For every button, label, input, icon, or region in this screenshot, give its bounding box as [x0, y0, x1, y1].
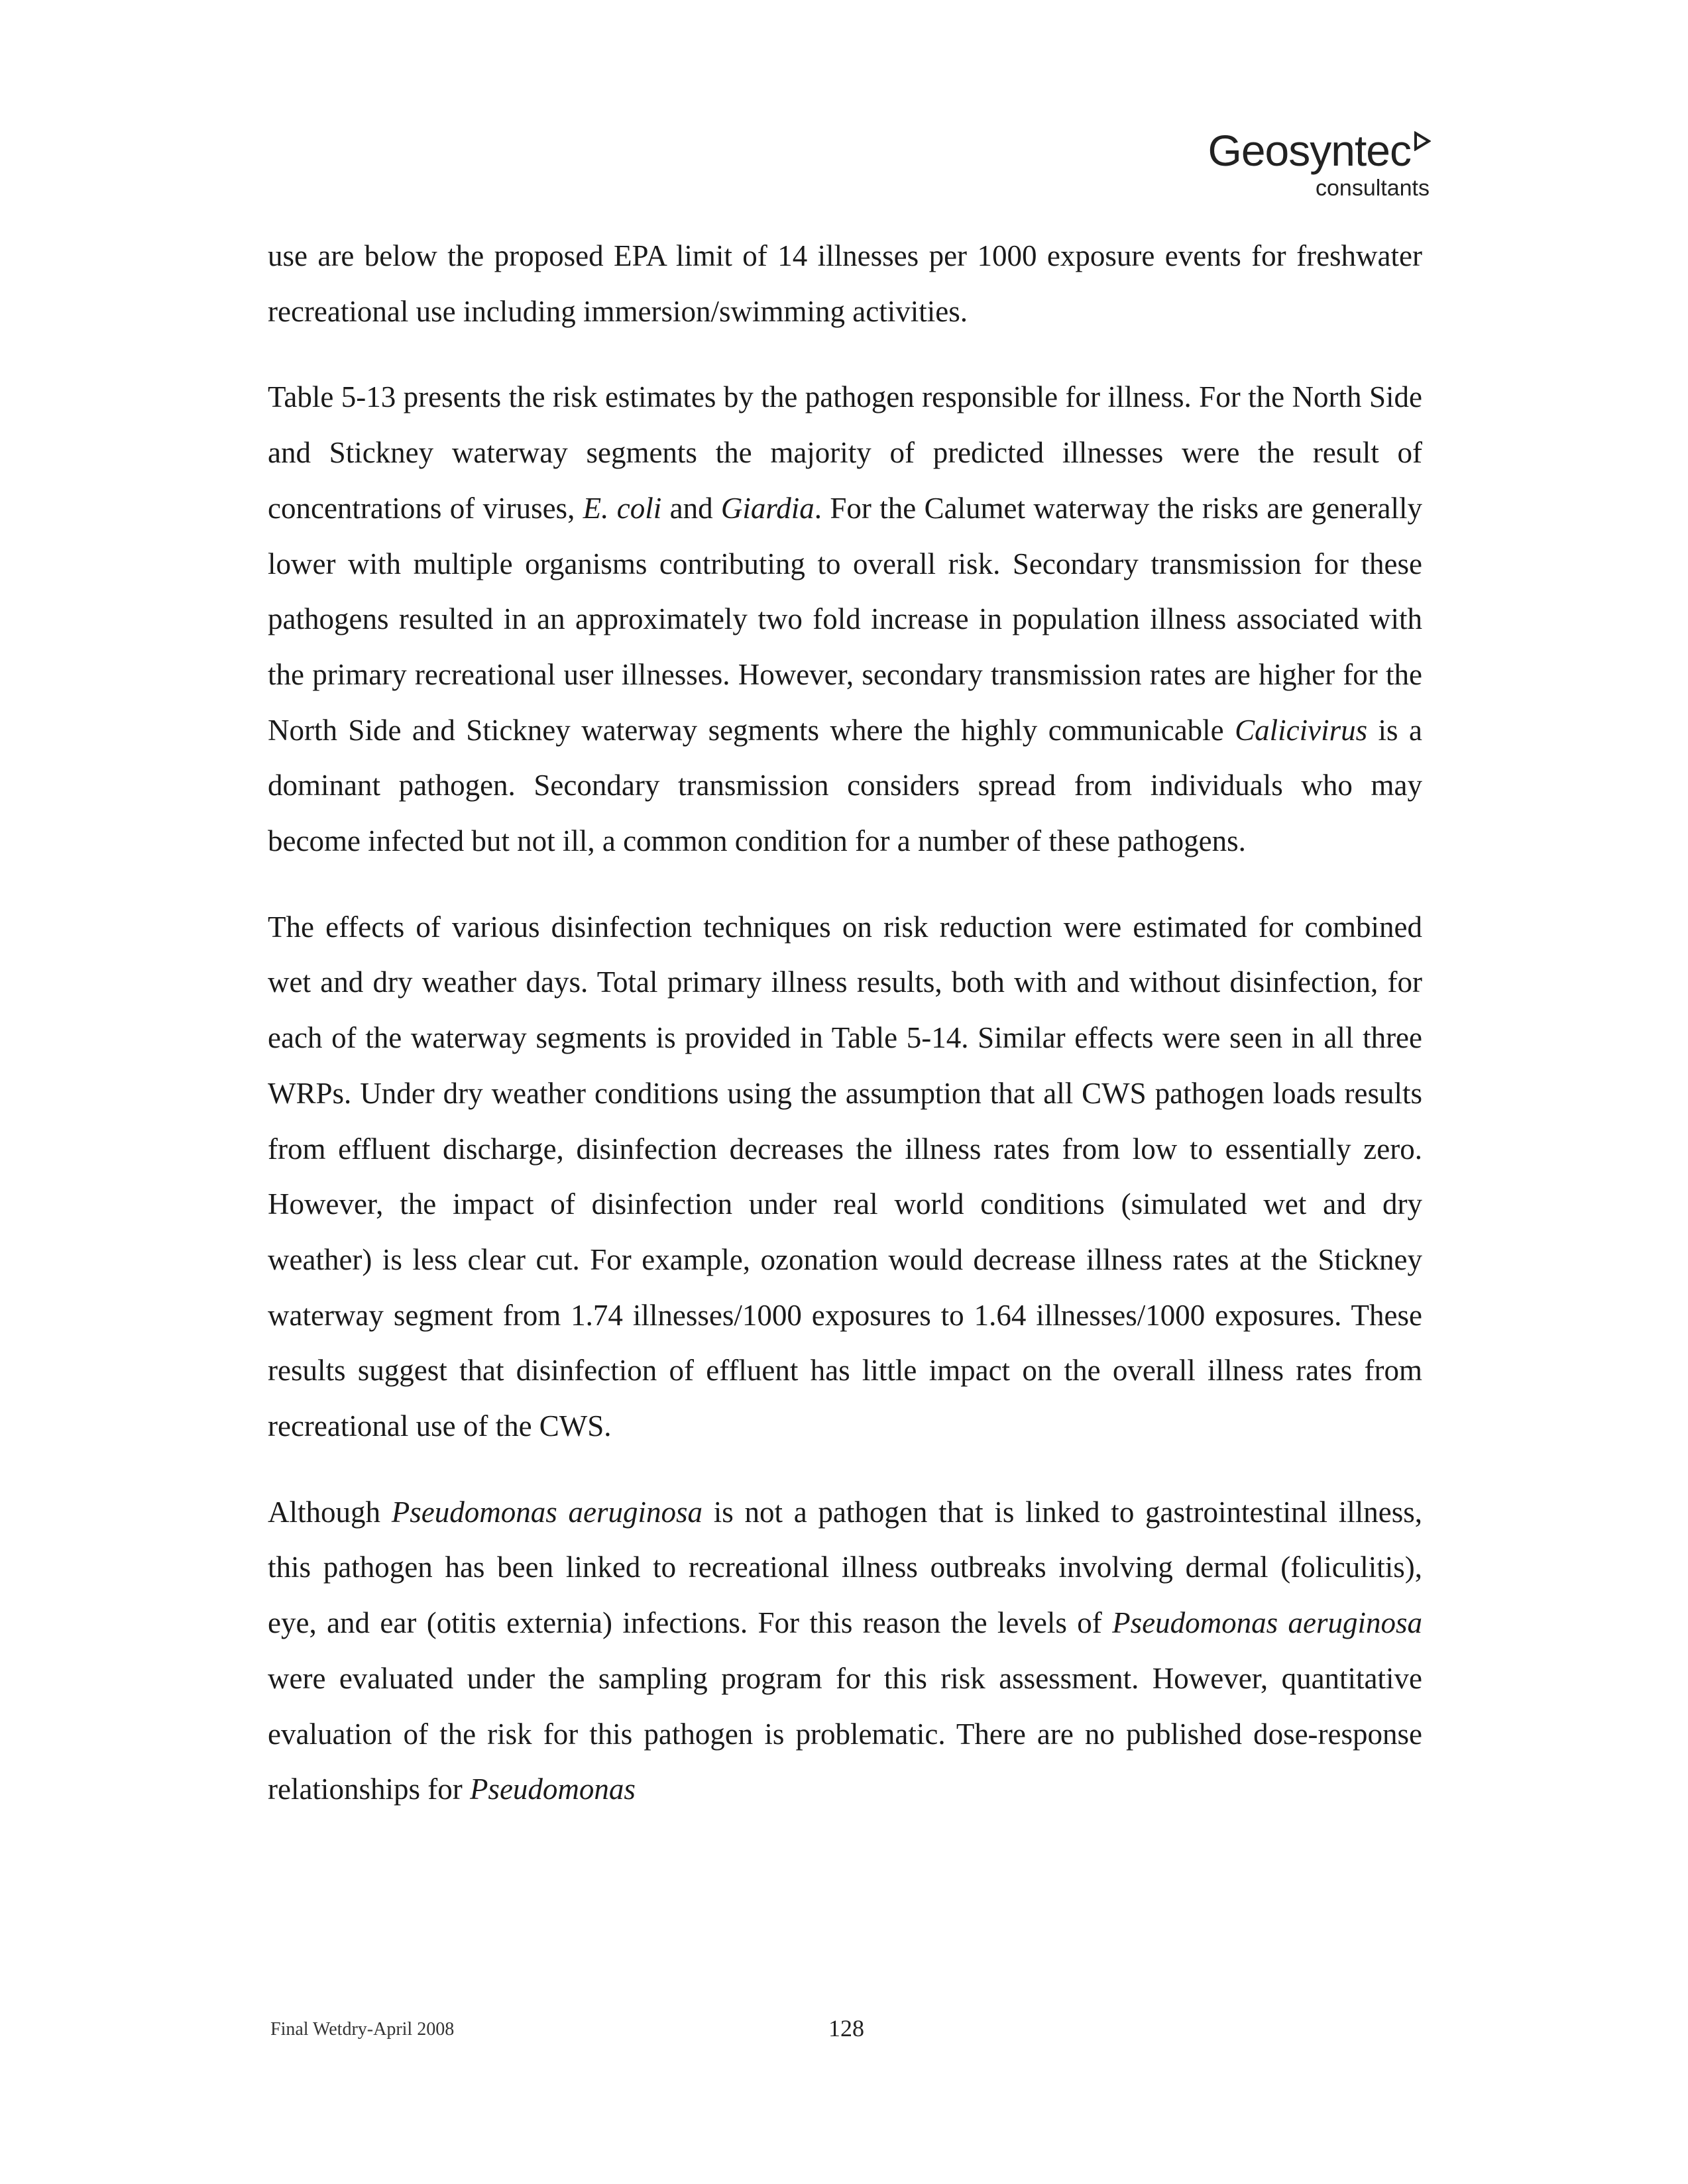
text-run: were evaluated under the sampling program for this risk assessment. However, quantitative evaluation of the risk for this pathogen is problematic. There are no published dose-response relationships for — [268, 1661, 1422, 1806]
text-run: The effects of various disinfection techniques on risk reduction were estimated for combined wet and dry weather days. Total primary illness results, both with and without disinfection, for each of the waterway segments is provided in Table 5-14. Similar effects were seen in all three WRPs. Under dry weather conditions using the assumption that all CWS pathogen loads results from effluent discharge, disinfection decreases the illness rates from low to essentially zero. However, the impact of disinfection under real world conditions (simulated wet and dry weather) is less clear cut. For example, ozonation would decrease illness rates at the Stickney waterway segment from 1.74 illnesses/1000 exposures to 1.64 illnesses/1000 exposures. These results suggest that disinfection of effluent has little impact on the overall illness rates from recreational use of the CWS. — [268, 910, 1422, 1443]
text-run: and — [661, 491, 721, 525]
footer-document-label: Final Wetdry-April 2008 — [270, 2019, 455, 2040]
document-body — [268, 229, 1422, 1848]
company-logo — [1208, 126, 1432, 201]
text-run: use are below the proposed EPA limit of 14 illnesses per 1000 exposure events for freshwater recreational use including immersion/swimming activities. — [268, 239, 1422, 328]
italic-term: Pseudomonas aeruginosa — [1112, 1606, 1423, 1640]
company-subtitle: consultants — [1316, 176, 1430, 201]
italic-term: Pseudomonas aeruginosa — [391, 1495, 703, 1529]
triangle-play-icon — [1414, 131, 1431, 151]
paragraph — [268, 370, 1422, 869]
page-number: 128 — [828, 2015, 864, 2042]
italic-term: Pseudomonas — [469, 1773, 636, 1806]
text-run: Table 5-13 presents the risk estimates by the pathogen responsible for illness. For the North Side and Stickney waterway segments the majority of predicted illnesses were the result of concentrations of viruses, — [268, 380, 1422, 525]
italic-term: Calicivirus — [1235, 713, 1368, 747]
paragraph — [268, 900, 1422, 1454]
italic-term: Giardia — [720, 491, 815, 525]
italic-term: E. coli — [583, 491, 662, 525]
text-run: is not a pathogen that is linked to gastrointestinal illness, this pathogen has been linked to recreational illness outbreaks involving dermal (foliculitis), eye, and ear (otitis externia) infections. For this reason the levels of — [268, 1495, 1422, 1640]
text-run: Although — [268, 1495, 392, 1529]
company-name: Geosyntec — [1208, 126, 1411, 175]
text-run: is a dominant pathogen. Secondary transmission considers spread from individuals who may become infected but not ill, a common condition for a number of these pathogens. — [268, 713, 1422, 858]
paragraph — [268, 1485, 1422, 1818]
text-run: . For the Calumet waterway the risks are generally lower with multiple organisms contributing to overall risk. Secondary transmission for these pathogens resulted in an approximately two fold increase in population illness associated with the primary recreational user illnesses. However, secondary transmission rates are higher for the North Side and Stickney waterway segments where the highly communicable — [268, 491, 1423, 747]
paragraph — [268, 229, 1422, 339]
